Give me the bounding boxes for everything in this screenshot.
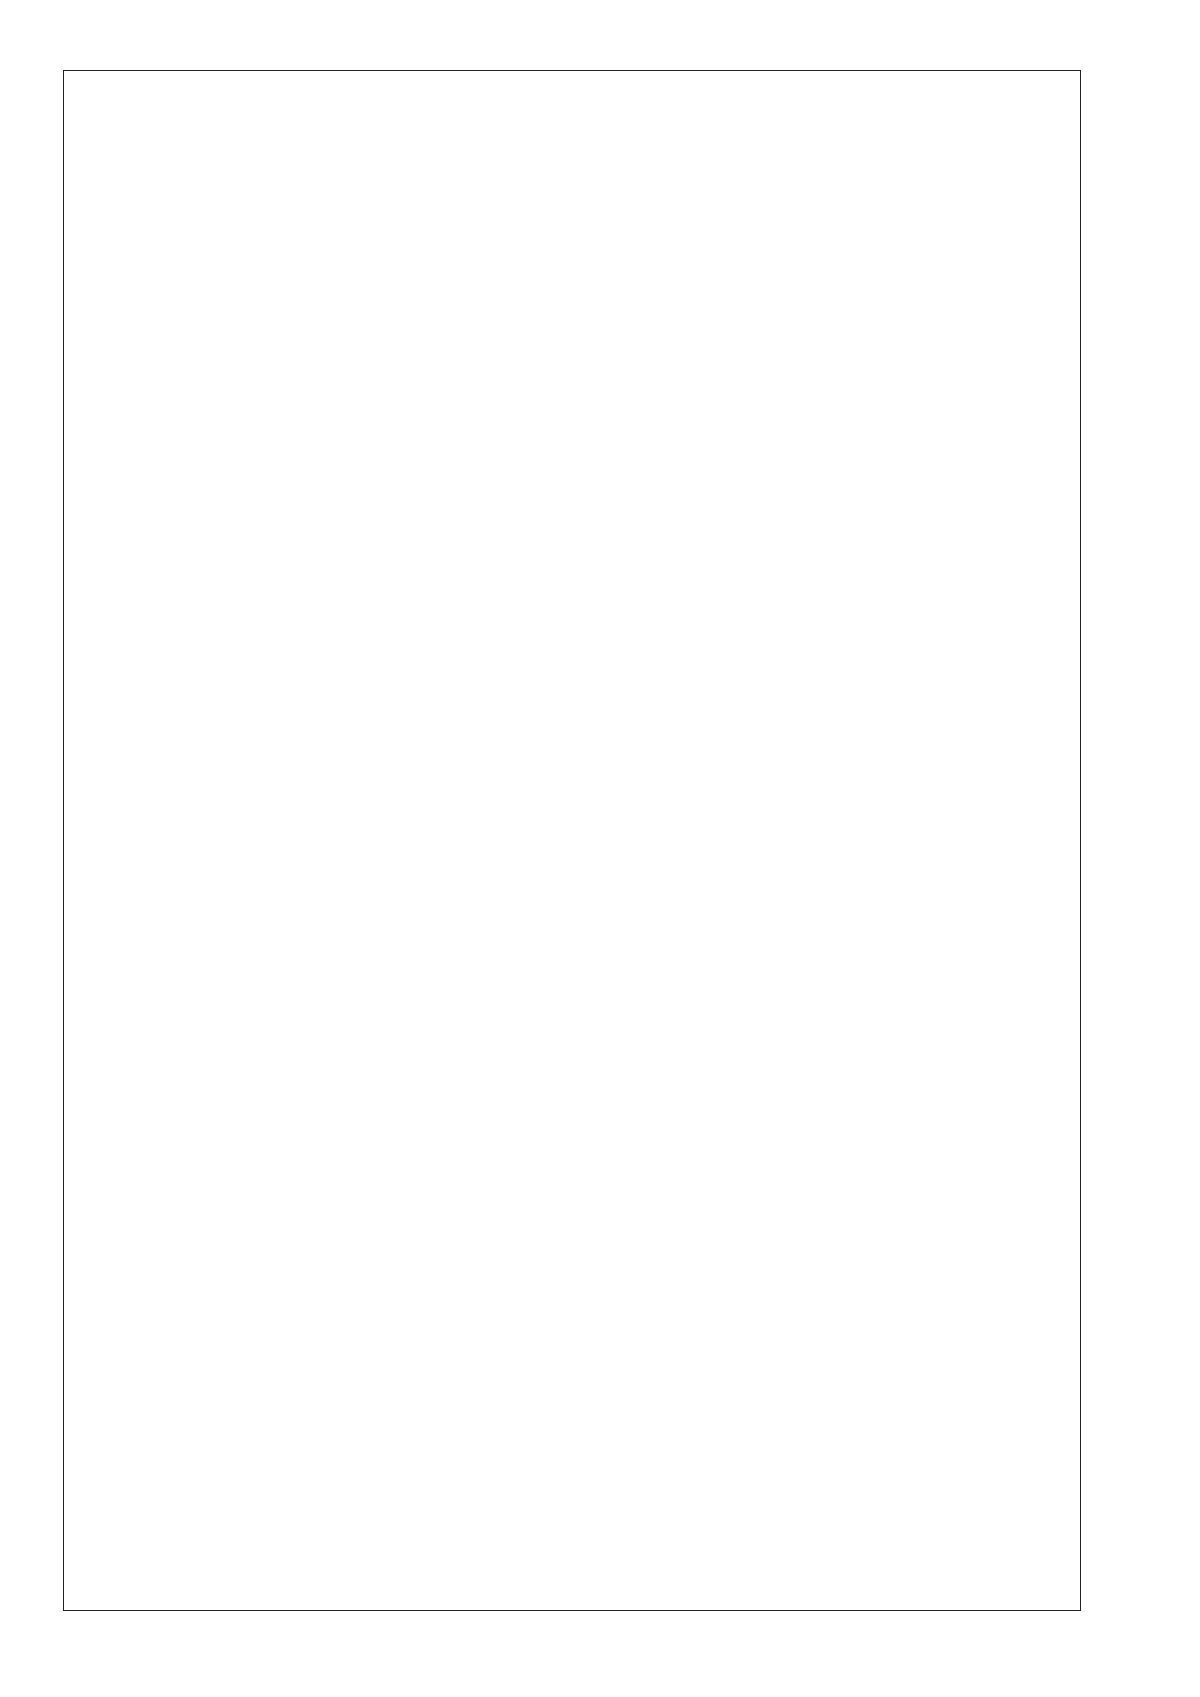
table-frame xyxy=(63,70,1081,1611)
